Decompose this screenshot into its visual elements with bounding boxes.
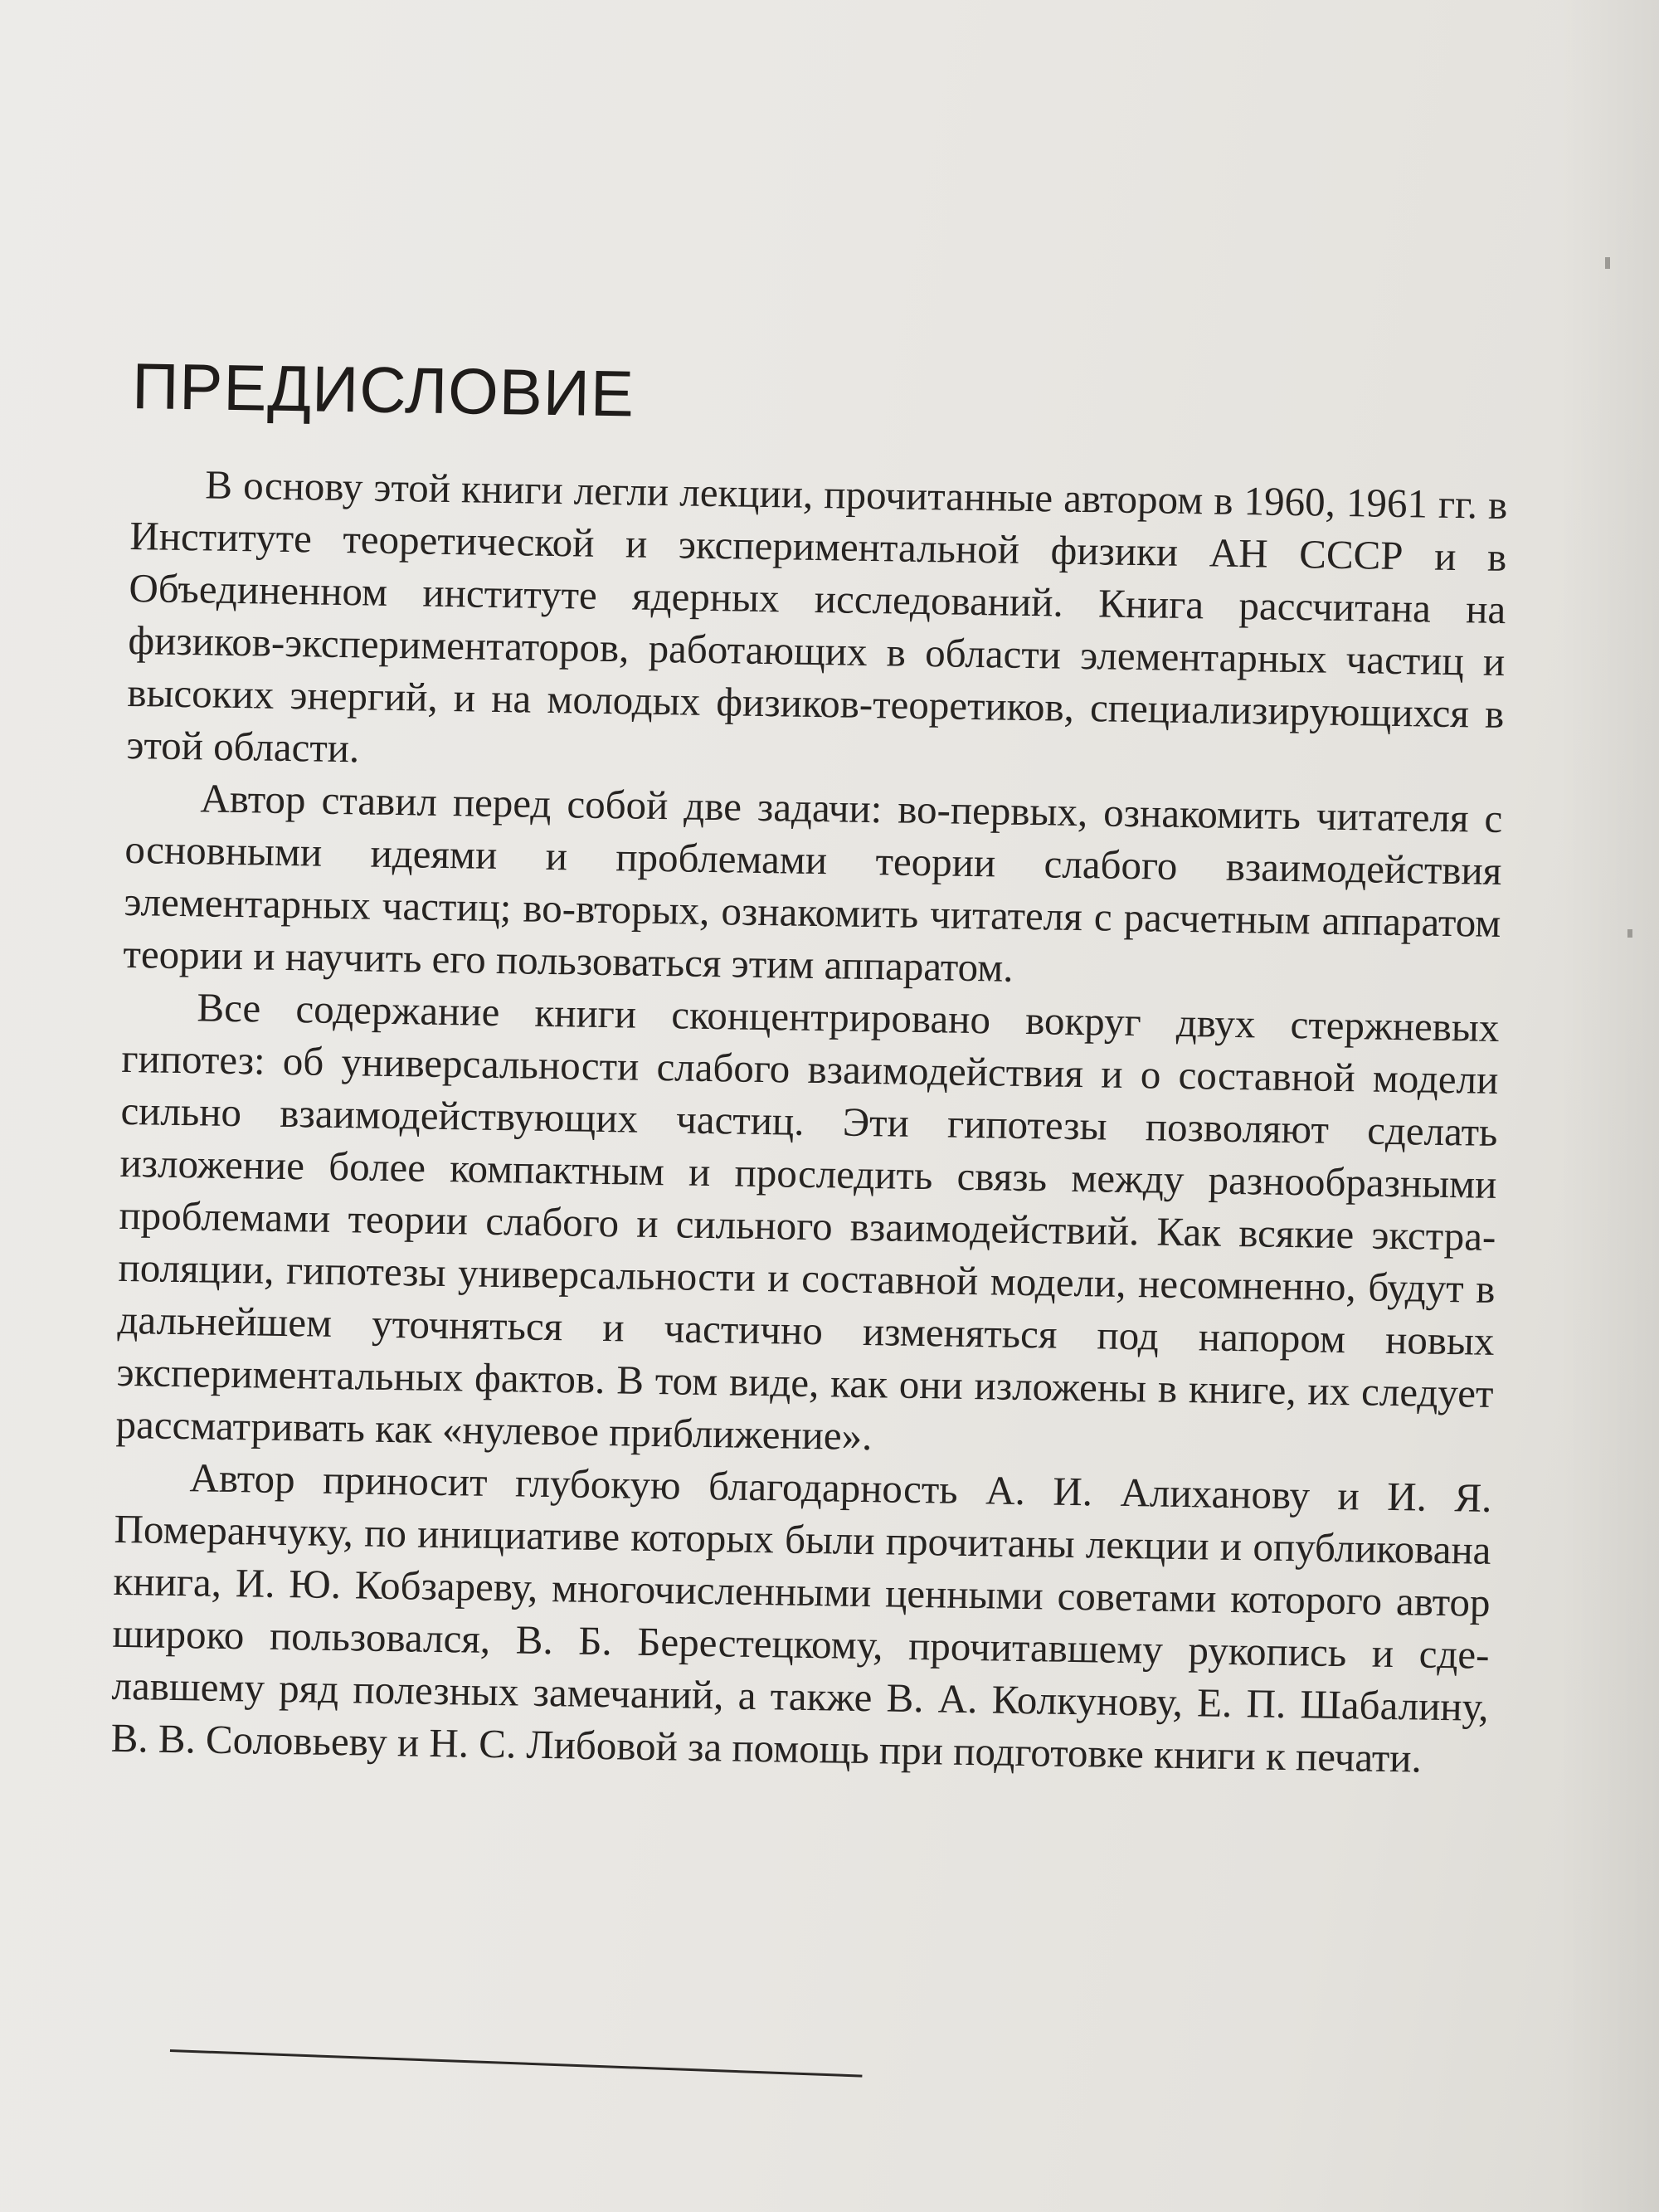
preface-text-block: [110, 348, 1510, 1786]
page-edge-shadow: [1559, 0, 1659, 2212]
paragraph-goals: Автор ставил перед собой две задачи: во-первых, ознакомить читателя с основными идеями и проблемами теории слабого взаимодействия элементарных частиц; во-вторых, ознакомить читателя с расчетным аппаратом теории и научить его пользоваться этим аппаратом.: [123, 775, 1503, 991]
paragraph-acknowledgements: Автор приносит глубокую благодарность А. И. Алиханову и И. Я. Померанчуку, по инициативе которых были прочитаны лекции и опубликована книга, И. Ю. Кобзареву, многочисленными ценными советами которого автор широко пользовался, В. Б. Берестецкому, прочитавшему рукопись и сделавшему ряд полезных замечаний, а также В. А. Колкунову, Е. П. Шабалину, В. В. Соловьеву и Н. С. Либовой за помощь при подготовке книги к печати.: [110, 1454, 1492, 1781]
page-title: ПРЕДИСЛОВИЕ: [131, 348, 635, 431]
paragraph-intro: В основу этой книги легли лекции, прочитанные автором в 1960, 1961 гг. в Институте теоретической и экспериментальной физики АН СССР и в Объединенном институте ядерных исследований. Книга рассчитана на физиков-экспериментаторов, работающих в области элементарных частиц и высоких энергий, и на молодых физиков-теоретиков, специализирующихся в этой области.: [126, 461, 1508, 772]
paragraph-content: Все содержание книги сконцентрировано вокруг двух стержневых гипотез: об универсальности слабого взаимодействия и о составной модели сильно взаимодействующих частиц. Эти гипотезы позволяют сделать изложение более компактным и проследить связь между разнообразными проблемами теории слабого и сильного взаимодействий. Как всякие экстраполяции, гипотезы универсальности и составной модели, несомненно, будут в дальнейшем уточняться и частично изменяться под напором новых экспериментальных фактов. В том виде, как они изложены в книге, их следует рассматривать как «нулевое приближение».: [115, 984, 1500, 1459]
footnote-rule: [170, 2049, 863, 2078]
page-edge-mark: [1627, 929, 1632, 938]
page-edge-mark: [1605, 257, 1610, 269]
